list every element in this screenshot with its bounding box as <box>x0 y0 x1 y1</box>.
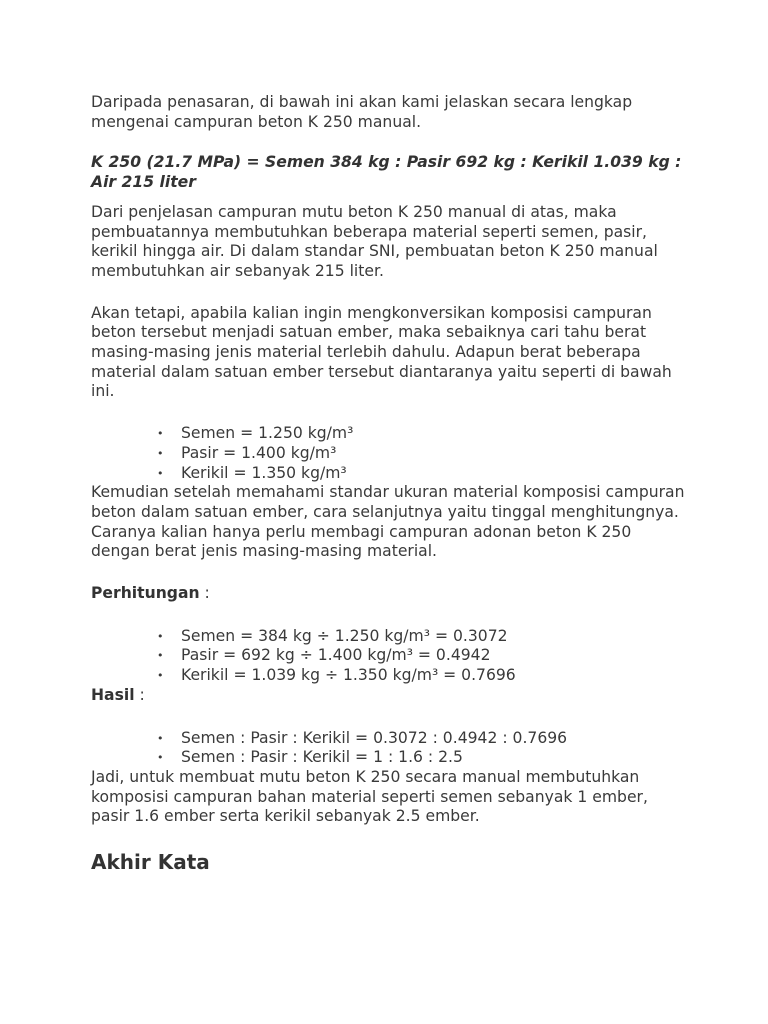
list-item <box>157 728 691 749</box>
calc-semen: Semen = 384 kg ÷ 1.250 kg/m³ = 0.3072 <box>181 626 508 645</box>
hasil-colon: : <box>134 685 145 704</box>
bullet-icon: • <box>157 751 164 765</box>
hasil-heading <box>91 686 691 706</box>
list-item <box>157 646 691 666</box>
list-item <box>157 443 691 464</box>
mix-formula: K 250 (21.7 MPa) = Semen 384 kg : Pasir 692 kg : Kerikil 1.039 kg : Air 215 liter <box>91 153 682 192</box>
density-list <box>91 424 691 483</box>
list-item <box>157 626 691 647</box>
calc-kerikil: Kerikil = 1.039 kg ÷ 1.350 kg/m³ = 0.7696 <box>181 666 516 685</box>
intro-paragraph: Daripada penasaran, di bawah ini akan kami jelaskan secara lengkap mengenai campuran beton K 250 manual. <box>91 93 633 131</box>
bullet-icon: • <box>157 466 164 480</box>
list-item <box>157 424 691 444</box>
explanation-paragraph: Dari penjelasan campuran mutu beton K 250 manual di atas, maka pembuatannya membutuhkan beberapa material seperti semen, pasir, kerikil hingga air. Di dalam standar SNI, pembuatan beton K 250 manual membutuhkan air sebanyak 215 liter. <box>91 202 658 280</box>
result-ratio-decimal: Semen : Pasir : Kerikil = 0.3072 : 0.4942 : 0.7696 <box>181 728 568 747</box>
bullet-icon: • <box>157 649 164 663</box>
list-item <box>157 748 691 768</box>
list-item <box>157 666 691 686</box>
perhitungan-label: Perhitungan <box>91 584 200 603</box>
calculation-list <box>91 627 691 686</box>
calc-pasir: Pasir = 692 kg ÷ 1.400 kg/m³ = 0.4942 <box>181 646 491 665</box>
density-kerikil: Kerikil = 1.350 kg/m³ <box>181 463 347 482</box>
perhitungan-colon: : <box>199 584 210 603</box>
article-body <box>91 93 691 875</box>
list-item <box>157 463 691 484</box>
section-heading: Akhir Kata <box>91 850 210 875</box>
bullet-icon: • <box>157 446 164 460</box>
hasil-label: Hasil <box>91 685 135 704</box>
conversion-paragraph: Akan tetapi, apabila kalian ingin mengkonversikan komposisi campuran beton tersebut menjadi satuan ember, maka sebaiknya cari tahu berat masing-masing jenis material terlebih dahulu. Adapun berat beberapa material dalam satuan ember tersebut diantaranya yaitu seperti di bawah ini. <box>91 303 672 401</box>
bullet-icon: • <box>157 629 164 643</box>
perhitungan-heading <box>91 584 691 604</box>
result-ratio-simplified: Semen : Pasir : Kerikil = 1 : 1.6 : 2.5 <box>181 748 463 767</box>
result-list <box>91 729 691 768</box>
bullet-icon: • <box>157 427 164 441</box>
density-pasir: Pasir = 1.400 kg/m³ <box>181 443 337 462</box>
conclusion-paragraph: Jadi, untuk membuat mutu beton K 250 secara manual membutuhkan komposisi campuran bahan material seperti semen sebanyak 1 ember, pasir 1.6 ember serta kerikil sebanyak 2.5 ember. <box>91 767 648 826</box>
bullet-icon: • <box>157 669 164 683</box>
density-semen: Semen = 1.250 kg/m³ <box>181 424 354 443</box>
bullet-icon: • <box>157 731 164 745</box>
next-step-paragraph: Kemudian setelah memahami standar ukuran material komposisi campuran beton dalam satuan ember, cara selanjutnya yaitu tinggal menghitungnya. Caranya kalian hanya perlu membagi campuran adonan beton K 250 dengan berat jenis masing-masing material. <box>91 483 685 561</box>
